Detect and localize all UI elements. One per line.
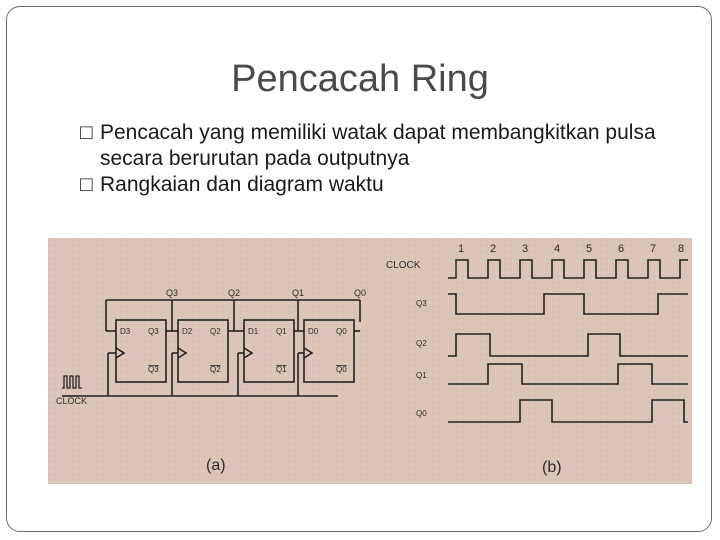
flipflop-q-label: Q2: [210, 327, 221, 336]
checkbox-bullet-icon: □: [80, 121, 93, 144]
flipflop-d-label: D3: [120, 327, 131, 336]
signal-label: Q3: [416, 299, 427, 308]
pulse-number: 5: [586, 243, 593, 255]
ring-counter-figure: [48, 238, 692, 484]
signal-label: Q2: [416, 339, 427, 348]
checkbox-bullet-icon: □: [80, 173, 93, 196]
flipflop-q-label: Q0: [336, 327, 347, 336]
circuit-caption: (a): [206, 457, 226, 474]
signal-label: Q0: [416, 409, 427, 418]
output-label: Q1: [292, 288, 305, 298]
timing-caption: (b): [542, 459, 562, 476]
flipflop-qbar-label: Q0: [336, 365, 347, 374]
output-label: Q0: [354, 288, 367, 298]
flipflop-d-label: D1: [248, 327, 259, 336]
pulse-number: 3: [522, 243, 529, 255]
pulse-number: 6: [618, 243, 625, 255]
bullet-item: [80, 172, 680, 198]
flipflop-d-label: D0: [308, 327, 319, 336]
flipflop-qbar-label: Q3: [148, 365, 159, 374]
figure-svg: [48, 238, 692, 484]
output-label: Q3: [166, 288, 179, 298]
flipflop-qbar-label: Q2: [210, 365, 221, 374]
bullet-text: Pencacah yang memiliki watak dapat membangkitkan pulsa secara berurutan pada outputnya: [100, 121, 656, 170]
pulse-number: 7: [650, 243, 657, 255]
flipflop-qbar-label: Q1: [276, 365, 287, 374]
pulse-number: 8: [678, 243, 685, 255]
flipflop-d-label: D2: [182, 327, 193, 336]
flipflop-q-label: Q3: [148, 327, 159, 336]
pulse-number: 4: [554, 243, 561, 255]
bullet-item: [80, 120, 680, 172]
pulse-number: 1: [458, 243, 465, 255]
circuit-clock-label: CLOCK: [56, 396, 88, 406]
bullet-list: [80, 120, 680, 198]
bullet-text: Rangkaian dan diagram waktu: [100, 173, 384, 196]
signal-label: Q1: [416, 371, 427, 380]
flipflop-q-label: Q1: [276, 327, 287, 336]
output-label: Q2: [228, 288, 241, 298]
slide-title: Pencacah Ring: [231, 58, 489, 100]
pulse-number: 2: [490, 243, 497, 255]
timing-clock-label: CLOCK: [386, 260, 421, 271]
